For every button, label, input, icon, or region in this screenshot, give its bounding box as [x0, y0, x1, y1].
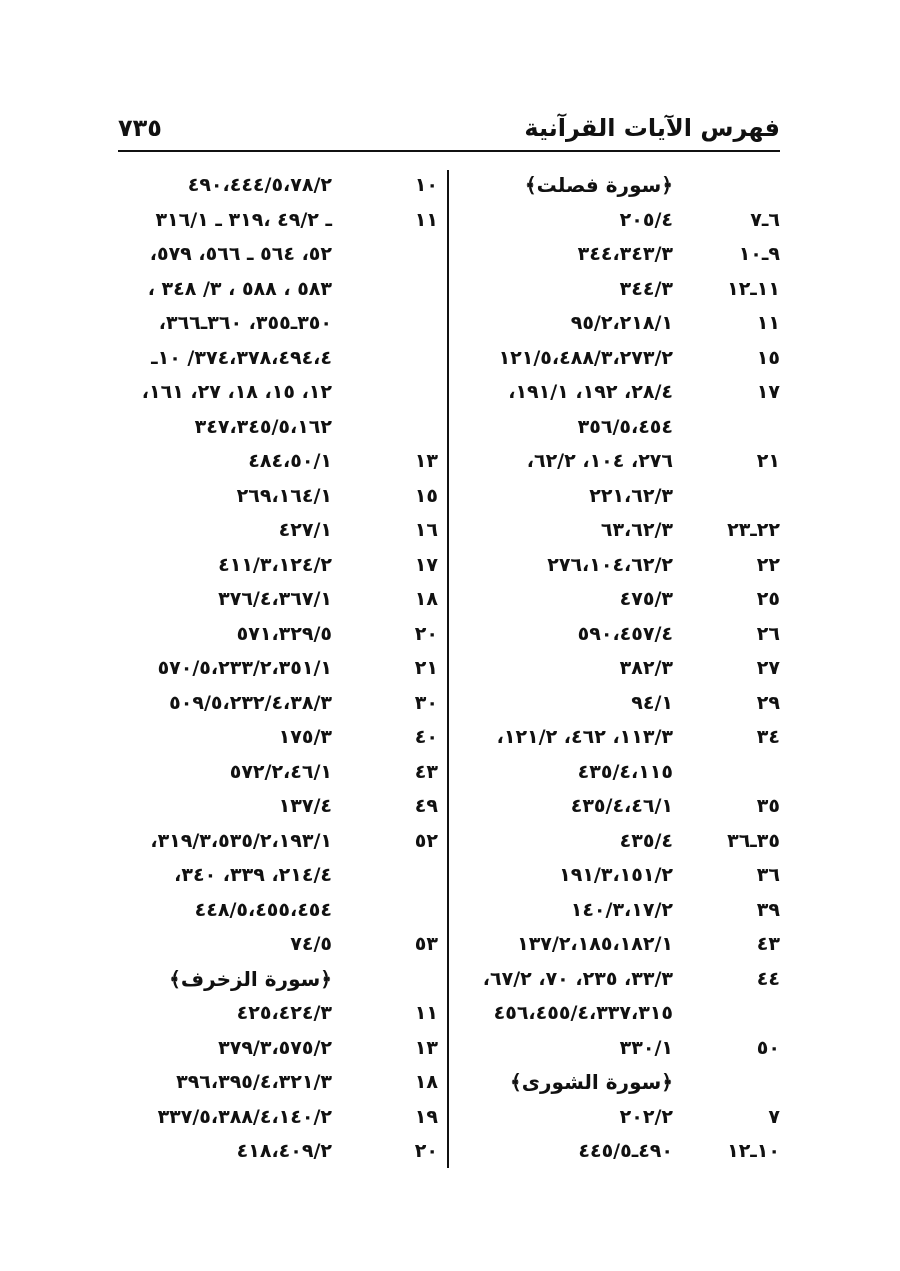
- index-row: [118, 375, 438, 410]
- page-references: ٣٤٤/٣: [619, 277, 673, 300]
- index-row: [118, 893, 438, 928]
- page-references: ٣٧٦/٤،٣٦٧/١: [218, 588, 332, 610]
- ayah-number: ١٣: [414, 450, 438, 472]
- index-row: [118, 306, 438, 341]
- page-references: ٣٨٢/٣: [619, 657, 673, 679]
- index-row: [459, 444, 780, 479]
- page-references: ٤٤٨/٥،٤٥٥،٤٥٤: [194, 898, 332, 921]
- index-column-left: [118, 168, 438, 1169]
- index-row: [459, 272, 780, 307]
- ayah-number: ٢١: [756, 450, 780, 472]
- ayah-number: ٢٢: [756, 553, 780, 576]
- index-row: [118, 1134, 438, 1169]
- ayah-number: ١٣: [414, 1036, 438, 1059]
- page-references: ٣٥٠ـ٣٥٥، ٣٦٠ـ٣٦٦،: [158, 312, 332, 334]
- ayah-number: ٢٢ـ٢٣: [727, 519, 780, 541]
- page-references: ٤٩٠،٤٤٤/٥،٧٨/٢: [187, 174, 332, 196]
- index-row: [459, 375, 780, 410]
- ayah-number: ١٦: [414, 519, 438, 541]
- ayah-number: ٢٦: [756, 622, 780, 645]
- index-row: [459, 996, 780, 1031]
- index-row: [459, 651, 780, 686]
- ayah-number: ١٩: [414, 1105, 438, 1128]
- index-row: [118, 996, 438, 1031]
- page-references: ٥٠٩/٥،٢٣٢/٤،٣٨/٣: [169, 691, 332, 714]
- ayah-number: ٣٠: [414, 691, 438, 714]
- ayah-number: ٢٥: [756, 588, 780, 610]
- index-row: [118, 651, 438, 686]
- ayah-number: ٤٩: [414, 795, 438, 817]
- page-references: ٢٦٩،١٦٤/١: [236, 484, 332, 507]
- page-references: ٢٧٦، ١٠٤، ٦٢/٢،: [526, 450, 673, 472]
- index-row: [118, 444, 438, 479]
- index-row: [118, 1065, 438, 1100]
- ayah-number: ٤٠: [414, 726, 438, 748]
- index-row: [118, 927, 438, 962]
- index-row: [459, 1100, 780, 1135]
- index-row: [459, 617, 780, 652]
- page-references: ٧٤/٥: [290, 933, 332, 955]
- ayah-number: ١٥: [756, 346, 780, 369]
- ayah-number: ٢١: [414, 657, 438, 679]
- page-references: ١٢١/٥،٤٨٨/٣،٢٧٣/٢: [498, 346, 673, 369]
- ayah-number: ٥٠: [756, 1036, 780, 1059]
- ayah-number: ١٥: [414, 484, 438, 507]
- ayah-number: ٣٦: [756, 864, 780, 886]
- page-references: ١٢، ١٥، ١٨، ٢٧، ١٦١،: [141, 381, 332, 403]
- page-references: ٥٧٢/٢،٤٦/١: [229, 760, 332, 783]
- page-references: ٢١٤/٤، ٣٣٩، ٣٤٠،: [174, 864, 332, 886]
- ayah-number: ٥٢: [414, 829, 438, 852]
- ayah-number: ٦ـ٧: [750, 208, 780, 231]
- surah-title: ﴿سورة الزخرف﴾: [169, 966, 332, 991]
- ayah-number: ١٧: [756, 381, 780, 403]
- ayah-number: ٧: [768, 1105, 780, 1128]
- index-row: [118, 341, 438, 376]
- page-header: [118, 108, 780, 152]
- index-row: [459, 410, 780, 445]
- ayah-number: ٢٧: [756, 657, 780, 679]
- index-row: [118, 513, 438, 548]
- page-references: ٩٤/١: [631, 691, 673, 714]
- page-references: ٤٣٥/٤: [619, 829, 673, 852]
- index-row: [459, 755, 780, 790]
- page-references: ٥٩٠،٤٥٧/٤: [577, 622, 673, 645]
- ayah-number: ١١ـ١٢: [727, 277, 780, 300]
- index-row: [118, 548, 438, 583]
- ayah-number: ١١: [414, 208, 438, 231]
- page-references: ٥٢، ٥٦٤ ـ ٥٦٦، ٥٧٩،: [149, 243, 332, 265]
- surah-title: ﴿سورة فصلت﴾: [524, 173, 673, 197]
- index-row: [459, 548, 780, 583]
- page-references: ٣٣٠/١: [619, 1036, 673, 1059]
- page-references: ٣٥٦/٥،٤٥٤: [577, 415, 673, 438]
- index-row: [118, 720, 438, 755]
- page-references: ١٣٧/٢،١٨٥،١٨٢/١: [517, 933, 673, 955]
- index-row: [459, 306, 780, 341]
- surah-heading: [118, 962, 438, 997]
- ayah-number: ٢٠: [414, 1140, 438, 1162]
- page-references: ٢٠٢/٢: [619, 1105, 673, 1128]
- ayah-number: ٩ـ١٠: [738, 243, 780, 265]
- ayah-number: ١١: [414, 1002, 438, 1024]
- ayah-number: ٢٩: [756, 691, 780, 714]
- index-row: [118, 824, 438, 859]
- page-number: ٧٣٥: [118, 114, 162, 142]
- index-row: [118, 168, 438, 203]
- page-references: ٢٢١،٦٢/٣: [589, 484, 673, 507]
- index-row: [459, 824, 780, 859]
- page-references: ٩٥/٢،٢١٨/١: [570, 312, 673, 334]
- page-references: ـ ٤٩/٢ ،٣١٩ ـ ٣١٦/١: [155, 208, 332, 231]
- index-row: [459, 962, 780, 997]
- ayah-number: ٤٣: [756, 933, 780, 955]
- page-references: ٤١١/٣،١٢٤/٢: [218, 553, 332, 576]
- page-references: ٣١٩/٣،٥٣٥/٢،١٩٣/١،: [150, 829, 332, 852]
- page-references: ٤٢٥،٤٢٤/٣: [236, 1002, 332, 1024]
- ayah-number: ٣٥ـ٣٦: [727, 829, 780, 852]
- index-row: [118, 686, 438, 721]
- page-references: ١٣٧/٤: [278, 795, 332, 817]
- index-row: [459, 203, 780, 238]
- index-row: [118, 617, 438, 652]
- index-row: [459, 686, 780, 721]
- page-references: ٥٧١،٣٢٩/٥: [236, 622, 332, 645]
- index-row: [118, 582, 438, 617]
- index-row: [459, 582, 780, 617]
- index-row: [459, 858, 780, 893]
- page-references: ٤٣٥/٤،١١٥: [577, 760, 673, 783]
- index-row: [118, 479, 438, 514]
- index-row: [459, 927, 780, 962]
- page-references: ٤٥٦،٤٥٥/٤،٣٣٧،٣١٥: [493, 1002, 673, 1024]
- page-references: ١٤٠/٣،١٧/٢: [570, 898, 673, 921]
- page-references: ٣٧٤،٣٧٨،٤٩٤،٤/ ١٠ـ: [151, 346, 332, 369]
- page-references: ٥٨٣ ، ٥٨٨ ، ٣/ ٣٤٨ ،: [147, 277, 332, 300]
- ayah-number: ٣٤: [756, 726, 780, 748]
- ayah-number: ٢٠: [414, 622, 438, 645]
- page-references: ٣٩٦،٣٩٥/٤،٣٢١/٣: [176, 1071, 332, 1093]
- ayah-number: ٣٥: [756, 795, 780, 817]
- page-references: ١٩١/٣،١٥١/٢: [559, 864, 673, 886]
- index-row: [459, 479, 780, 514]
- ayah-number: ٤٣: [414, 760, 438, 783]
- page-references: ٣٤٧،٣٤٥/٥،١٦٢: [194, 415, 332, 438]
- index-row: [459, 1134, 780, 1169]
- page-references: ٢٠٥/٤: [619, 208, 673, 231]
- page-references: ٢٨/٤، ١٩٢، ١٩١/١،: [508, 381, 673, 403]
- surah-heading: [459, 168, 780, 203]
- index-row: [459, 789, 780, 824]
- page-references: ٣٣/٣، ٢٣٥، ٧٠، ٦٧/٢،: [482, 967, 673, 990]
- page-references: ٤٧٥/٣: [619, 588, 673, 610]
- surah-title: ﴿سورة الشورى﴾: [509, 1070, 673, 1094]
- ayah-number: ١١: [756, 312, 780, 334]
- index-row: [459, 893, 780, 928]
- index-row: [118, 1100, 438, 1135]
- surah-heading: [459, 1065, 780, 1100]
- index-row: [118, 1031, 438, 1066]
- index-row: [118, 410, 438, 445]
- page-references: ٤١٨،٤٠٩/٢: [236, 1140, 332, 1162]
- index-row: [459, 237, 780, 272]
- page-references: ٤٩٠ـ٤٤٥/٥: [578, 1140, 673, 1162]
- page-references: ٤٢٧/١: [278, 519, 332, 541]
- index-row: [459, 513, 780, 548]
- page-references: ٣٣٧/٥،٣٨٨/٤،١٤٠/٢: [157, 1105, 332, 1128]
- page-references: ١٧٥/٣: [278, 726, 332, 748]
- page-references: ٢٧٦،١٠٤،٦٢/٢: [547, 553, 673, 576]
- index-row: [118, 755, 438, 790]
- index-row: [118, 237, 438, 272]
- page-references: ٤٨٤،٥٠/١: [248, 450, 332, 472]
- index-row: [459, 1031, 780, 1066]
- ayah-number: ١٠ـ١٢: [727, 1140, 780, 1162]
- index-row: [118, 272, 438, 307]
- page-references: ٤٣٥/٤،٤٦/١: [570, 795, 673, 817]
- index-row: [118, 858, 438, 893]
- ayah-number: ٥٣: [414, 933, 438, 955]
- page-references: ٦٣،٦٢/٣: [600, 519, 673, 541]
- page-references: ٣٧٩/٣،٥٧٥/٢: [218, 1036, 332, 1059]
- ayah-number: ١٠: [414, 174, 438, 196]
- page-references: ٥٧٠/٥،٢٣٣/٢،٣٥١/١: [157, 657, 332, 679]
- index-column-right: [459, 168, 780, 1169]
- index-row: [118, 789, 438, 824]
- page-references: ١١٣/٣، ٤٦٢، ١٢١/٢،: [496, 726, 673, 748]
- ayah-number: ٣٩: [756, 898, 780, 921]
- page-references: ٣٤٤،٣٤٣/٣: [577, 243, 673, 265]
- ayah-number: ١٨: [414, 1071, 438, 1093]
- column-divider: [447, 170, 449, 1168]
- ayah-number: ١٨: [414, 588, 438, 610]
- index-row: [118, 203, 438, 238]
- ayah-number: ٤٤: [756, 967, 780, 990]
- index-row: [459, 720, 780, 755]
- page-title: فهرس الآيات القرآنية: [524, 114, 780, 142]
- index-row: [459, 341, 780, 376]
- ayah-number: ١٧: [414, 553, 438, 576]
